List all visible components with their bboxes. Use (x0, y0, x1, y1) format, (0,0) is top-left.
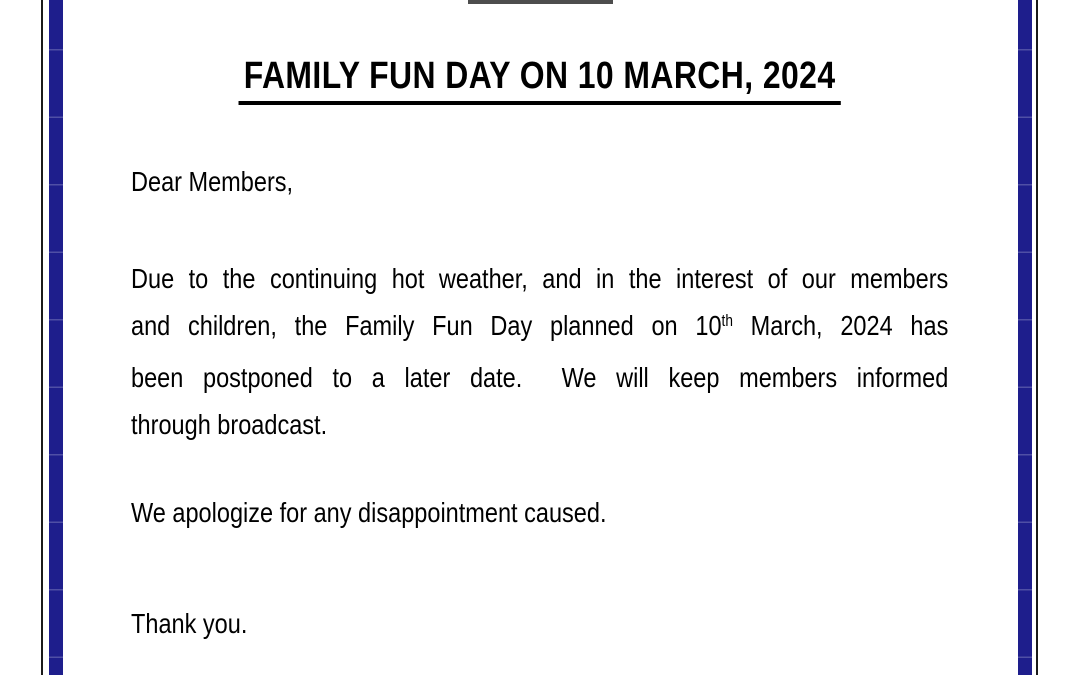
paragraph-line-2-pre: and children, the Family Fun Day planned on 10 (131, 310, 722, 341)
left-navy-border-bar (49, 0, 63, 675)
thank-you-text: Thank you. (131, 608, 248, 639)
paragraph-line-3: been postponed to a later date. We will keep members informed (131, 362, 949, 393)
paragraph-line-2 (131, 302, 948, 354)
right-navy-border-bar (1018, 0, 1032, 675)
notice-title-text: FAMILY FUN DAY ON 10 MARCH, 2024 (239, 55, 841, 105)
apology-text: We apologize for any disappointment caused. (131, 497, 607, 528)
paragraph-line-4: through broadcast. (131, 409, 328, 440)
ordinal-superscript: th (721, 312, 733, 331)
left-outer-border-line (41, 0, 43, 675)
salutation-text: Dear Members, (131, 166, 294, 197)
postponement-paragraph (131, 255, 948, 448)
notice-title (131, 55, 948, 105)
paragraph-line-1: Due to the continuing hot weather, and in the interest of our members (131, 263, 949, 294)
letter-content (131, 0, 948, 675)
right-outer-border-line (1036, 0, 1038, 675)
paragraph-line-2-post: March, 2024 has (732, 310, 949, 341)
